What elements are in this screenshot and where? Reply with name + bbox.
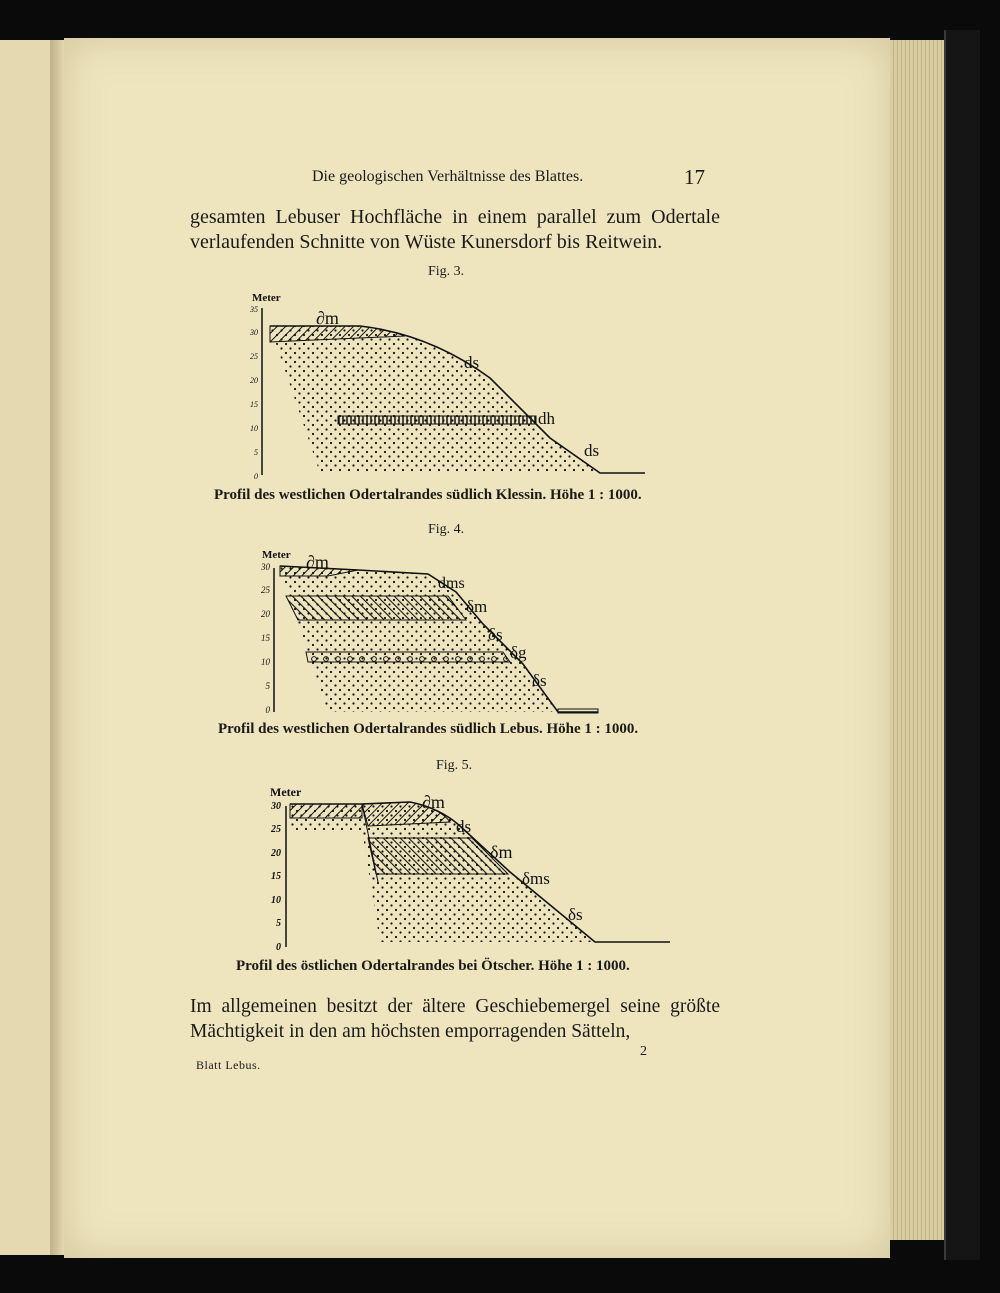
fig4-layer-label: δg — [510, 643, 527, 662]
fig4-tick: 30 — [261, 562, 270, 572]
fig4-tick: 10 — [261, 657, 270, 667]
fig5-axis-title: Meter — [270, 785, 302, 799]
fig3-tick: 25 — [250, 352, 258, 361]
fig3-tick: 35 — [250, 305, 258, 314]
fig4-layer-label: dms — [438, 575, 465, 592]
fig3-layer-label: ∂m — [316, 308, 339, 328]
fig5-tick: 15 — [271, 871, 281, 882]
fig4-layer-label: δs — [488, 625, 503, 644]
fig5-older-marl — [368, 838, 508, 874]
fig4-label: Fig. 4. — [428, 522, 465, 537]
fig4-sand-body — [280, 566, 558, 712]
fig5-tick: 30 — [271, 801, 281, 812]
sheet-signature: 2 — [640, 1044, 647, 1059]
fig4-gravel-band — [306, 652, 510, 662]
fig4-layer-label: ∂m — [306, 552, 329, 572]
fig3-label: Fig. 3. — [428, 264, 465, 279]
fig3-sand-body — [270, 326, 600, 473]
fig3-tick: 30 — [250, 328, 258, 337]
fig5-tick: 20 — [271, 848, 281, 859]
fig3-tick: 15 — [250, 400, 258, 409]
fig5-tick: 5 — [276, 918, 281, 929]
fig5-layer-label: δms — [522, 869, 550, 888]
fig5-layer-label: δm — [490, 842, 513, 862]
fig3-profile — [230, 288, 670, 488]
fig5-layer-label: ∂m — [422, 792, 445, 812]
fig5-tick: 25 — [271, 824, 281, 835]
fig3-layer-label: dh — [538, 409, 555, 428]
fig4-tick: 25 — [261, 585, 270, 595]
fig4-layer-label: δm — [466, 597, 488, 616]
fig3-tick: 10 — [250, 424, 258, 433]
fig4-layer-label: δs — [532, 671, 547, 690]
book-cover — [944, 30, 980, 1260]
fig5-caption: Profil des östlichen Odertalrandes bei Ötscher. Höhe 1 : 1000. — [236, 958, 630, 974]
fig3-layer-label: ds — [464, 353, 480, 372]
fig3-caption: Profil des westlichen Odertalrandes südlich Klessin. Höhe 1 : 1000. — [214, 487, 642, 503]
paragraph-1: gesamten Lebuser Hochfläche in einem parallel zum Odertale verlaufenden Schnitte von Wüste Kunersdorf bis Reitwein. — [190, 206, 720, 253]
running-title: Die geologischen Verhältnisse des Blattes. — [312, 168, 584, 185]
fig3-axis-title: Meter — [252, 292, 281, 304]
fig4-older-marl — [286, 596, 466, 620]
fig4-tick: 5 — [265, 681, 270, 691]
fig5-label: Fig. 5. — [436, 758, 473, 773]
fig4-axis-title: Meter — [262, 549, 291, 561]
sheet-name: Blatt Lebus. — [196, 1058, 261, 1072]
fig3-tick: 0 — [254, 472, 258, 481]
fig3-humus-band — [338, 416, 536, 424]
fig3-tick: 20 — [250, 376, 258, 385]
fig3-tick: 5 — [254, 448, 258, 457]
fig5-layer-label: δs — [568, 905, 583, 924]
paragraph-2: Im allgemeinen besitzt der ältere Geschiebemergel seine größte Mächtigkeit in den am höchsten emporragenden Sätteln, — [190, 996, 720, 1042]
fig4-tick: 15 — [261, 633, 270, 643]
fig5-marl-cap-left — [290, 804, 362, 818]
fig4-tick: 20 — [261, 609, 270, 619]
fig5-tick: 0 — [276, 942, 281, 953]
fig4-caption: Profil des westlichen Odertalrandes südlich Lebus. Höhe 1 : 1000. — [218, 721, 639, 737]
page-number: 17 — [684, 165, 705, 189]
fig4-tick: 0 — [265, 705, 270, 715]
fig5-layer-label: ds — [456, 817, 472, 836]
fig5-profile — [250, 782, 690, 957]
fig4-valley-floor — [558, 709, 598, 713]
fig4-profile — [248, 544, 688, 724]
page-edges — [886, 40, 944, 1240]
fig3-layer-label: ds — [584, 441, 600, 460]
fig5-tick: 10 — [271, 895, 281, 906]
